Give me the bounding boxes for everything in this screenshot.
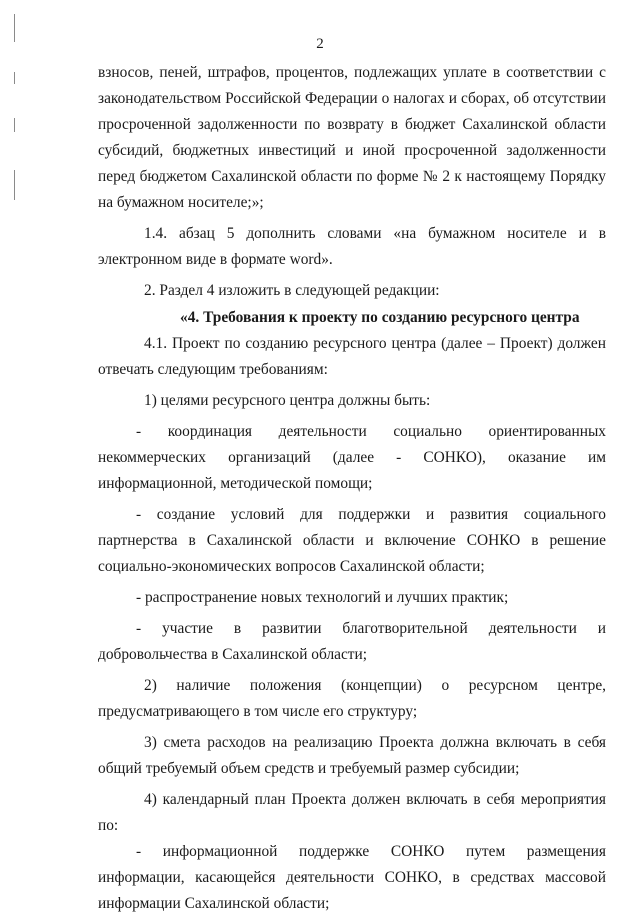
list-item-partnership: - создание условий для поддержки и развития социального партнерства в Сахалинской области и включение СОНКО в решение социально-экономических вопросов Сахалинской области; [98, 506, 606, 575]
paragraph-4-1: 4.1. Проект по созданию ресурсного центра (далее – Проект) должен отвечать следующим требованиям: [98, 335, 606, 378]
list-item-goals: 1) целями ресурсного центра должны быть: [144, 392, 431, 409]
paragraph-continuation: взносов, пеней, штрафов, процентов, подлежащих уплате в соответствии с законодательством Российской Федерации о налогах и сборах, об отсутствии просроченной задолженности по возврату в бюджет Сахалинской области субсидий, бюджетных инвестиций и иной просроченной задолженности перед бюджетом Сахалинской области по форме № 2 к настоящему Порядку на бумажном носителе;»; [98, 64, 606, 211]
document-body [98, 60, 606, 917]
paragraph-section-2: 2. Раздел 4 изложить в следующей редакции: [144, 282, 440, 299]
list-item-calendar-plan: 4) календарный план Проекта должен включать в себя мероприятия по: [98, 791, 606, 834]
list-item-budget: 3) смета расходов на реализацию Проекта должна включать в себя общий требуемый объем средств и требуемый размер субсидии; [98, 734, 606, 777]
list-item-coordination: - координация деятельности социально ориентированных некоммерческих организаций (далее - СОНКО), оказание им информационной, методической помощи; [98, 423, 606, 492]
section-heading: «4. Требования к проекту по созданию ресурсного центра [180, 309, 580, 326]
page-number: 2 [316, 36, 324, 52]
paragraph-1-4: 1.4. абзац 5 дополнить словами «на бумажном носителе и в электронном виде в формате word». [98, 225, 606, 268]
list-item-information-support: - информационной поддержке СОНКО путем размещения информации, касающейся деятельности СОНКО, в средствах массовой информации Сахалинской области; [98, 843, 606, 912]
list-item-technologies: - распространение новых технологий и лучших практик; [136, 589, 509, 606]
list-item-concept: 2) наличие положения (концепции) о ресурсном центре, предусматривающего в том числе его структуру; [98, 677, 606, 720]
scan-edge-mark [14, 118, 15, 132]
list-item-charity: - участие в развитии благотворительной деятельности и добровольчества в Сахалинской области; [98, 620, 606, 663]
scan-edge-mark [14, 72, 15, 84]
scan-edge-mark [14, 170, 15, 200]
